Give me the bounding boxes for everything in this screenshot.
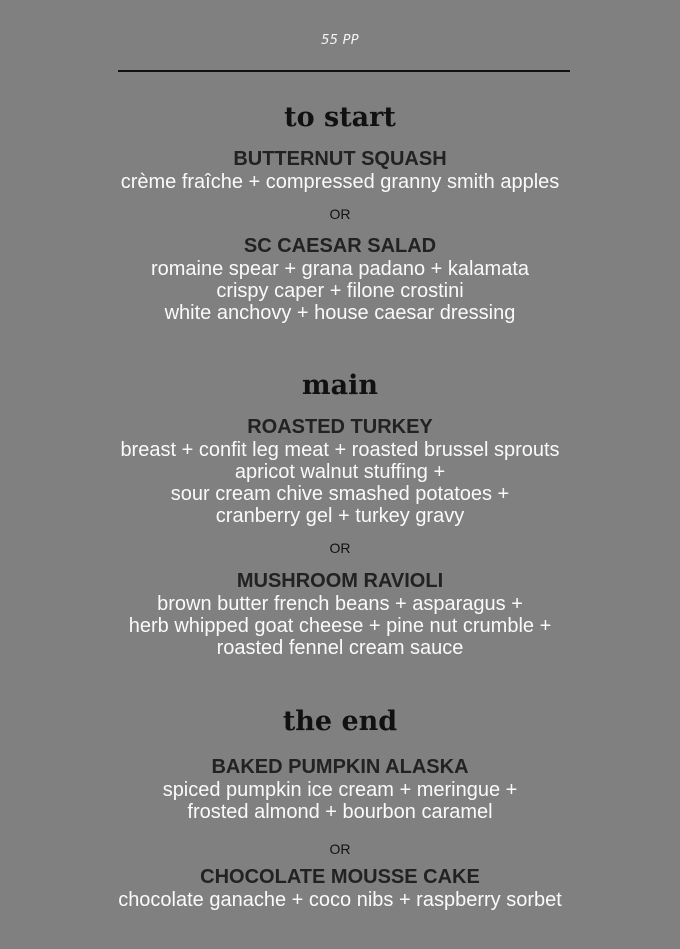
section-title-main: main xyxy=(302,370,378,401)
dish-description-line: frosted almond + bourbon caramel xyxy=(187,801,493,823)
menu-price: 55 PP xyxy=(321,33,359,48)
dish-description-line: crispy caper + filone crostini xyxy=(216,280,464,302)
or-separator: OR xyxy=(329,206,351,222)
header-divider xyxy=(118,70,570,72)
dish-description-line: breast + confit leg meat + roasted brussel sprouts xyxy=(120,439,560,461)
dish-butternut-squash xyxy=(0,147,680,193)
dish-name: SC CAESAR SALAD xyxy=(243,235,437,257)
dish-description-line: apricot walnut stuffing + xyxy=(234,461,446,483)
dish-baked-pumpkin-alaska xyxy=(0,755,680,823)
section-title-the-end: the end xyxy=(282,706,398,737)
dish-name: MUSHROOM RAVIOLI xyxy=(236,570,444,592)
dish-sc-caesar-salad xyxy=(0,234,680,324)
dish-name: CHOCOLATE MOUSSE CAKE xyxy=(200,866,480,888)
dish-description-line: sour cream chive smashed potatoes + xyxy=(170,483,510,505)
dish-roasted-turkey xyxy=(0,415,680,527)
dish-description-line: herb whipped goat cheese + pine nut crumble + xyxy=(128,615,552,637)
dish-description-line: romaine spear + grana padano + kalamata xyxy=(150,258,530,280)
dish-chocolate-mousse-cake xyxy=(0,865,680,911)
dish-description-line: white anchovy + house caesar dressing xyxy=(164,302,516,324)
section-title-to-start: to start xyxy=(284,102,396,133)
dish-description-line: chocolate ganache + coco nibs + raspberry sorbet xyxy=(118,889,562,911)
dish-description-line: brown butter french beans + asparagus + xyxy=(157,593,523,615)
dish-name: BUTTERNUT SQUASH xyxy=(233,148,447,170)
dish-name: ROASTED TURKEY xyxy=(247,416,433,438)
or-separator: OR xyxy=(329,540,351,556)
dish-description-line: spiced pumpkin ice cream + meringue + xyxy=(162,779,518,801)
dish-description-line: crème fraîche + compressed granny smith apples xyxy=(120,171,560,193)
dish-mushroom-ravioli xyxy=(0,569,680,659)
dish-description-line: roasted fennel cream sauce xyxy=(216,637,464,659)
dish-description-line: cranberry gel + turkey gravy xyxy=(215,505,465,527)
or-separator: OR xyxy=(329,841,351,857)
dish-name: BAKED PUMPKIN ALASKA xyxy=(211,756,469,778)
